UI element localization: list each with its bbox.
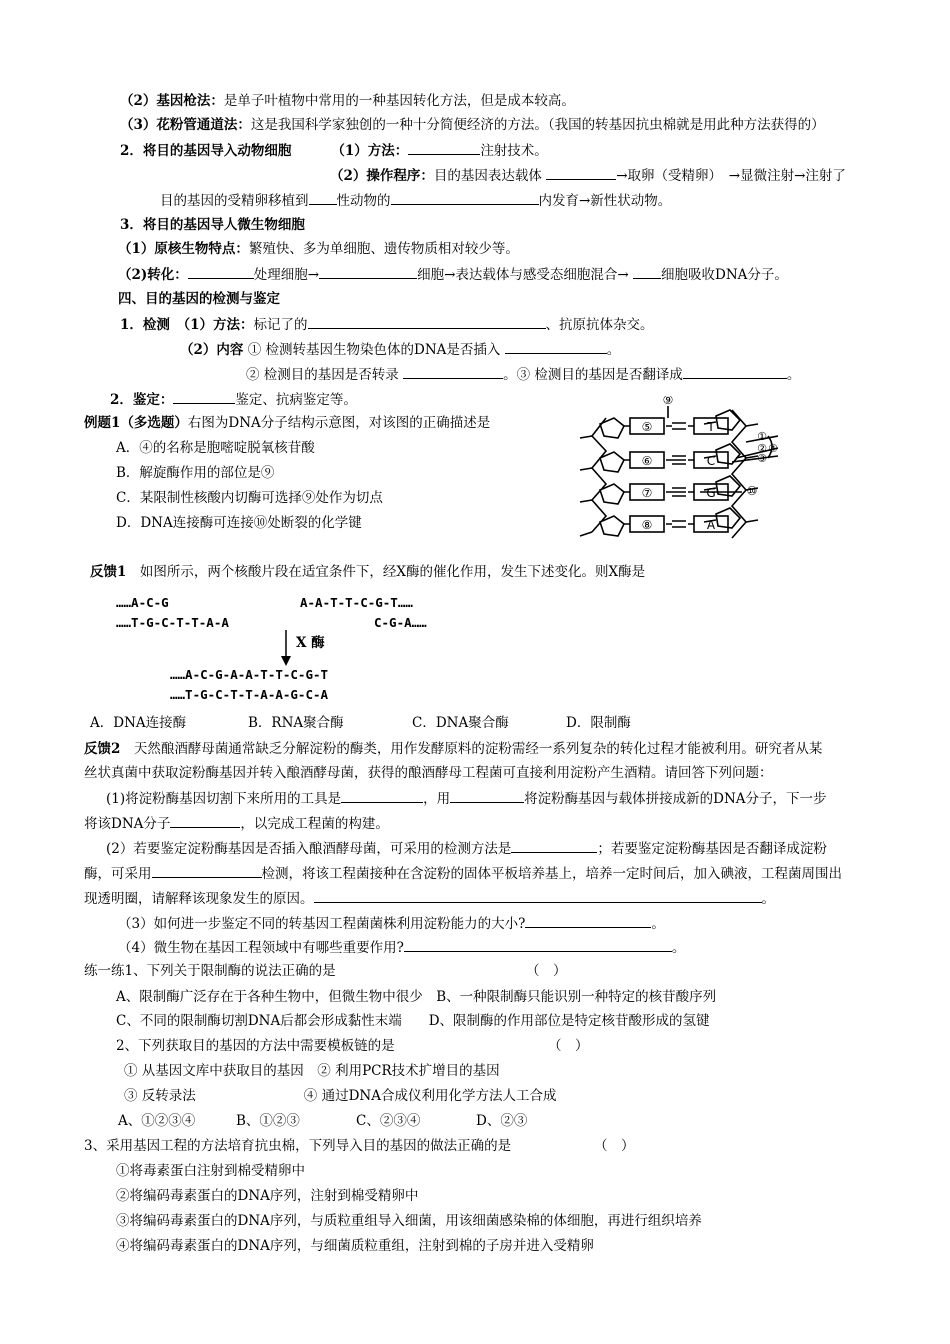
base-6: ⑥ (641, 454, 653, 468)
line-detect-transcribe: ② 检测目的基因是否转录 。③ 检测目的基因是否翻译成 。 (246, 367, 801, 383)
label-1: ① (757, 430, 767, 443)
feedback2-q1: (1)将淀粉酶基因切割下来所用的工具是 ，用 将淀粉酶基因与载体拼接成新的DNA分子，下一步 (106, 791, 827, 807)
product-top: ……A-C-G-A-A-T-T-C-G-T (170, 667, 329, 682)
line-prokaryote: （1）原核生物特点：繁殖快、多为单细胞、遗传物质相对较少等。 (118, 241, 519, 257)
practice3-item-1: ①将毒素蛋白注射到棉受精卵中 (116, 1163, 305, 1179)
feedback1-option-d: D．限制酶 (566, 715, 631, 731)
practice2-option-a: A、①②③④ (118, 1113, 196, 1129)
blank[interactable] (319, 265, 417, 279)
practice3-item-4: ④将编码毒素蛋白的DNA序列，与细菌质粒重组，注射到棉的子房并进入受精卵 (116, 1238, 594, 1254)
label-3: ③ (757, 452, 767, 465)
label-9: ⑨ (662, 396, 674, 407)
example1-option-d: D．DNA连接酶可连接⑩处断裂的化学键 (116, 515, 362, 531)
feedback2-q2: (2）若要鉴定淀粉酶基因是否插入酿酒酵母菌，可采用的检测方法是 ；若要鉴定淀粉酶基因是否翻译成淀粉 (106, 841, 827, 857)
practice2-paren: （ ） (548, 1038, 589, 1054)
base-5: ⑤ (641, 420, 653, 434)
feedback2-q4: （4）微生物在基因工程领域中有哪些重要作用? 。 (118, 940, 686, 956)
practice1-cd: C、不同的限制酶切割DNA后都会形成黏性末端 D、限制酶的作用部位是特定核苷酸形成的氢键 (116, 1013, 710, 1029)
blank[interactable] (308, 315, 546, 329)
blank[interactable] (450, 789, 524, 803)
practice3-paren: （ ） (594, 1138, 635, 1154)
line-procedure: （2）操作程序：目的基因表达载体 →取卵（受精卵） →显微注射→注射了 (330, 168, 846, 184)
line-transplant: 目的基因的受精卵移植到 性动物的 内发育→新性状动物。 (160, 193, 672, 209)
fragment-left-bottom: ……T-G-C-T-T-A-A (116, 615, 229, 630)
enzyme-arrow (280, 630, 292, 666)
feedback1-option-a: A．DNA连接酶 (90, 715, 187, 731)
feedback1-option-b: B．RNA聚合酶 (248, 715, 344, 731)
label-2: ② (757, 442, 767, 455)
blank[interactable] (408, 141, 480, 155)
practice2-items-1: ① 从基因文库中获取目的基因 ② 利用PCR技术扩增目的基因 (124, 1063, 500, 1079)
practice3-item-2: ②将编码毒素蛋白的DNA序列，注射到棉受精卵中 (116, 1188, 419, 1204)
feedback2-intro-1: 反馈2 天然酿酒酵母菌通常缺乏分解淀粉的酶类，用作发酵原料的淀粉需经一系列复杂的转化过程才能被利用。研究者从某 (84, 741, 823, 757)
feedback2-intro-2: 丝状真菌中获取淀粉酶基因并转入酿酒酵母菌，获得的酿酒酵母工程菌可直接利用淀粉产生酒精。请回答下列问题： (84, 765, 773, 781)
blank[interactable] (314, 889, 762, 903)
blank[interactable] (546, 166, 616, 180)
example1-option-c: C．某限制性核酸内切酶可选择⑨处作为切点 (116, 490, 383, 506)
base-T: T (707, 420, 715, 434)
blank[interactable] (525, 914, 651, 928)
blank[interactable] (152, 864, 262, 878)
practice1-paren: （ ） (526, 963, 567, 979)
label-4: ④ (768, 442, 778, 455)
line-gene-gun: （2）基因枪法：是单子叶植物中常用的一种基因转化方法，但是成本较高。 (120, 93, 575, 109)
practice2-option-b: B、①②③ (236, 1113, 300, 1129)
feedback2-q1-cont: 将该DNA分子 ，以完成工程菌的构建。 (84, 816, 389, 832)
blank[interactable] (170, 814, 240, 828)
blank[interactable] (391, 191, 539, 205)
feedback2-q2-reason: 现透明圈，请解释该现象发生的原因。 。 (84, 891, 775, 907)
practice2-items-2: ③ 反转录法 ④ 通过DNA合成仪利用化学方法人工合成 (124, 1088, 557, 1104)
practice2-stem: 2、下列获取目的基因的方法中需要模板链的是 (116, 1038, 395, 1054)
practice1-stem: 练一练1、下列关于限制酶的说法正确的是 (84, 963, 336, 979)
product-bottom: ……T-G-C-T-T-A-A-G-C-A (170, 687, 329, 702)
label-10: ⑩ (746, 484, 758, 498)
base-7: ⑦ (641, 486, 653, 500)
feedback2-q2-cont: 酶，可采用 检测，将该工程菌接种在含淀粉的固体平板培养基上，培养一定时间后，加入碘液，工程菌周围出 (84, 866, 842, 882)
base-C: C (706, 454, 716, 468)
blank[interactable] (188, 265, 254, 279)
fragment-right-top: A-A-T-T-C-G-T…… (300, 595, 413, 610)
blank[interactable] (173, 390, 235, 404)
fragment-left-top: ……A-C-G (116, 595, 169, 610)
heading-detect: 四、目的基因的检测与鉴定 (118, 291, 280, 307)
line-animal-cell: 2．将目的基因导入动物细胞 （1）方法： 注射技术。 (120, 143, 548, 159)
fragment-right-bottom: C-G-A…… (374, 615, 427, 630)
blank[interactable] (505, 340, 607, 354)
line-pollen-tube: （3）花粉管通道法：这是我国科学家独创的一种十分简便经济的方法。（我国的转基因抗虫棉就是用此种方法获得的） (120, 117, 825, 133)
line-identify: 2．鉴定： 鉴定、抗病鉴定等。 (110, 392, 357, 408)
blank[interactable] (404, 938, 672, 952)
dna-structure-diagram (572, 396, 778, 548)
practice3-stem: 3、采用基因工程的方法培育抗虫棉，下列导入目的基因的做法正确的是 (84, 1138, 512, 1154)
base-A: A (706, 518, 716, 532)
line-transform: （2)转化： 处理细胞→ 细胞→表达载体与感受态细胞混合→ 细胞吸收DNA分子。 (118, 267, 788, 283)
practice2-option-c: C、②③④ (356, 1113, 421, 1129)
feedback1-stem: 反馈1 如图所示，两个核酸片段在适宜条件下，经X酶的催化作用，发生下述变化。则X酶是 (90, 564, 646, 580)
feedback2-q3: （3）如何进一步鉴定不同的转基因工程菌菌株利用淀粉能力的大小? 。 (118, 916, 665, 932)
example1-stem: 例题1（多选题）右图为DNA分子结构示意图，对该图的正确描述是 (84, 415, 491, 431)
line-detect-method: 1．检测 （1）方法：标记了的 、抗原抗体杂交。 (120, 317, 654, 333)
line-detect-content: （2）内容 ① 检测转基因生物染色体的DNA是否插入 。 (180, 342, 621, 358)
blank[interactable] (309, 191, 337, 205)
practice1-ab: A、限制酶广泛存在于各种生物中，但微生物中很少 B、一种限制酶只能识别一种特定的核苷酸序列 (116, 989, 717, 1005)
practice2-option-d: D、②③ (476, 1113, 528, 1129)
enzyme-label: X 酶 (296, 635, 325, 651)
base-G: G (706, 486, 716, 500)
practice3-item-3: ③将编码毒素蛋白的DNA序列，与质粒重组导入细菌，用该细菌感染棉的体细胞，再进行组织培养 (116, 1213, 702, 1229)
blank[interactable] (683, 365, 787, 379)
example1-option-b: B．解旋酶作用的部位是⑨ (116, 465, 275, 481)
blank[interactable] (633, 265, 661, 279)
blank[interactable] (341, 789, 423, 803)
heading-microbe: 3．将目的基因导人微生物细胞 (120, 217, 305, 233)
example1-option-a: A．④的名称是胞嘧啶脱氧核苷酸 (116, 440, 315, 456)
blank[interactable] (511, 839, 597, 853)
blank[interactable] (403, 365, 503, 379)
base-8: ⑧ (641, 518, 653, 532)
feedback1-option-c: C．DNA聚合酶 (412, 715, 509, 731)
